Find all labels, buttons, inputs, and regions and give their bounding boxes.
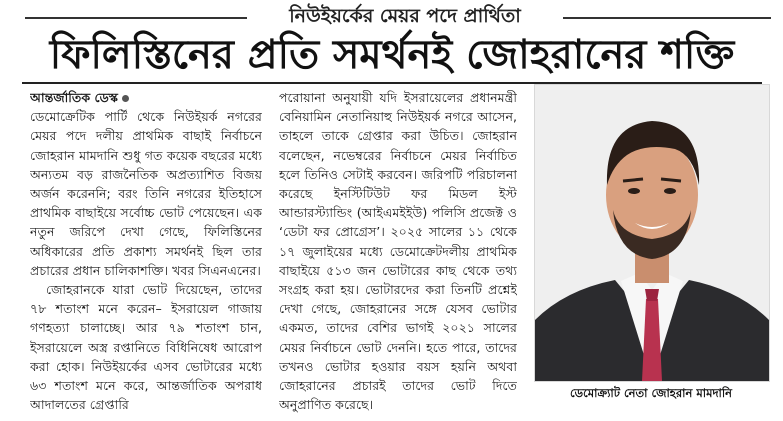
kicker-rule-right [563,17,771,19]
paragraph: জোহরানকে যারা ভোট দিয়েছেন, তাদের ৭৮ শতাংশ মনে করেন– ইসরায়েল গাজায় গণহত্যা চালাচ্ছে। আর ৭৯ শতাংশ চান, ইসরায়েলে অস্ত্র রপ্তানিতে বিধিনিষেধ আরোপ করা হোক। নিউইয়র্কের এসব ভোটারের মধ্যে ৬৩ শতাংশ মনে করে, আন্তর্জাতিক অপরাধ আদালতের গ্রেপ্তারি [30,282,262,413]
headline: ফিলিস্তিনের প্রতি সমর্থনই জোহরানের শক্তি [49,32,735,78]
dateline: আন্তর্জাতিক ডেস্ক [30,90,118,105]
photo-caption: ডেমোক্র্যাট নেতা জোহরান মামদানি [569,386,733,400]
kicker: নিউইয়র্কের মেয়র পদে প্রার্থিতা [289,5,521,27]
kicker-banner [25,2,771,30]
paragraph-text: ডেমোক্রেটিক পার্টি থেকে নিউইয়র্ক নগরের মেয়র পদে দলীয় প্রাথমিক বাছাই নির্বাচনে জোহরান মামদানি শুধু গত কয়েক বছরের মধ্যে অন্যতম বড় রাজনৈতিক অপ্রত্যাশিত বিজয় অর্জন করেননি; বরং তিনি নগরের ইতিহাসে প্রাথমিক বাছাইয়ে সর্বোচ্চ ভোট পেয়েছেন। এক নতুন জরিপে দেখা গেছে, ফিলিস্তিনের অধিকারের প্রতি প্রকাশ্য সমর্থনই ছিল তার প্রচারের প্রধান চালিকাশক্তি। খবর সিএনএনের। [30,109,262,278]
bullet-dot-icon [122,95,129,102]
article-column-2 [279,88,517,418]
paragraph: পরোয়ানা অনুযায়ী যদি ইসরায়েলের প্রধানমন্ত্রী বেনিয়ামিন নেতানিয়াহু নিউইয়র্ক নগরে আসেন, তাহলে তাকে গ্রেপ্তার করা উচিত। জোহরান বলেছেন, নভেম্বরের নির্বাচনে মেয়র নির্বাচিত হলে তিনিও সেটাই করবেন। জরিপটি পরিচালনা করেছে ইনস্টিটিউট ফর মিডল ইস্ট আন্ডারস্ট্যান্ডিং (আইএমইইউ) পলিসি প্রজেক্ট ও ‘ডেটা ফর প্রোগ্রেস’। ২০২৫ সালের ১১ থেকে ১৭ জুলাইয়ের মধ্যে ডেমোক্রেটদলীয় প্রাথমিক বাছাইয়ে ৫১৩ জন ভোটারের কাছ থেকে তথ্য সংগ্রহ করা হয়। ভোটারদের করা তিনটি প্রশ্নেই দেখা গেছে, জোহরানের সঙ্গে যেসব ভোটার একমত, তাদের বেশির ভাগই ২০২১ সালের মেয়র নির্বাচনে ভোট দেননি। হতে পারে, তাদের তখনও ভোটার হওয়ার বয়স হয়নি অথবা জোহরানের প্রচারই তাদের ভোট দিতে অনুপ্রাণিত করেছে। [279,90,517,413]
paragraph [30,88,262,280]
portrait-illustration [535,85,769,381]
kicker-rule-left [25,17,247,19]
portrait-photo [534,84,770,382]
article-column-1 [30,88,262,418]
